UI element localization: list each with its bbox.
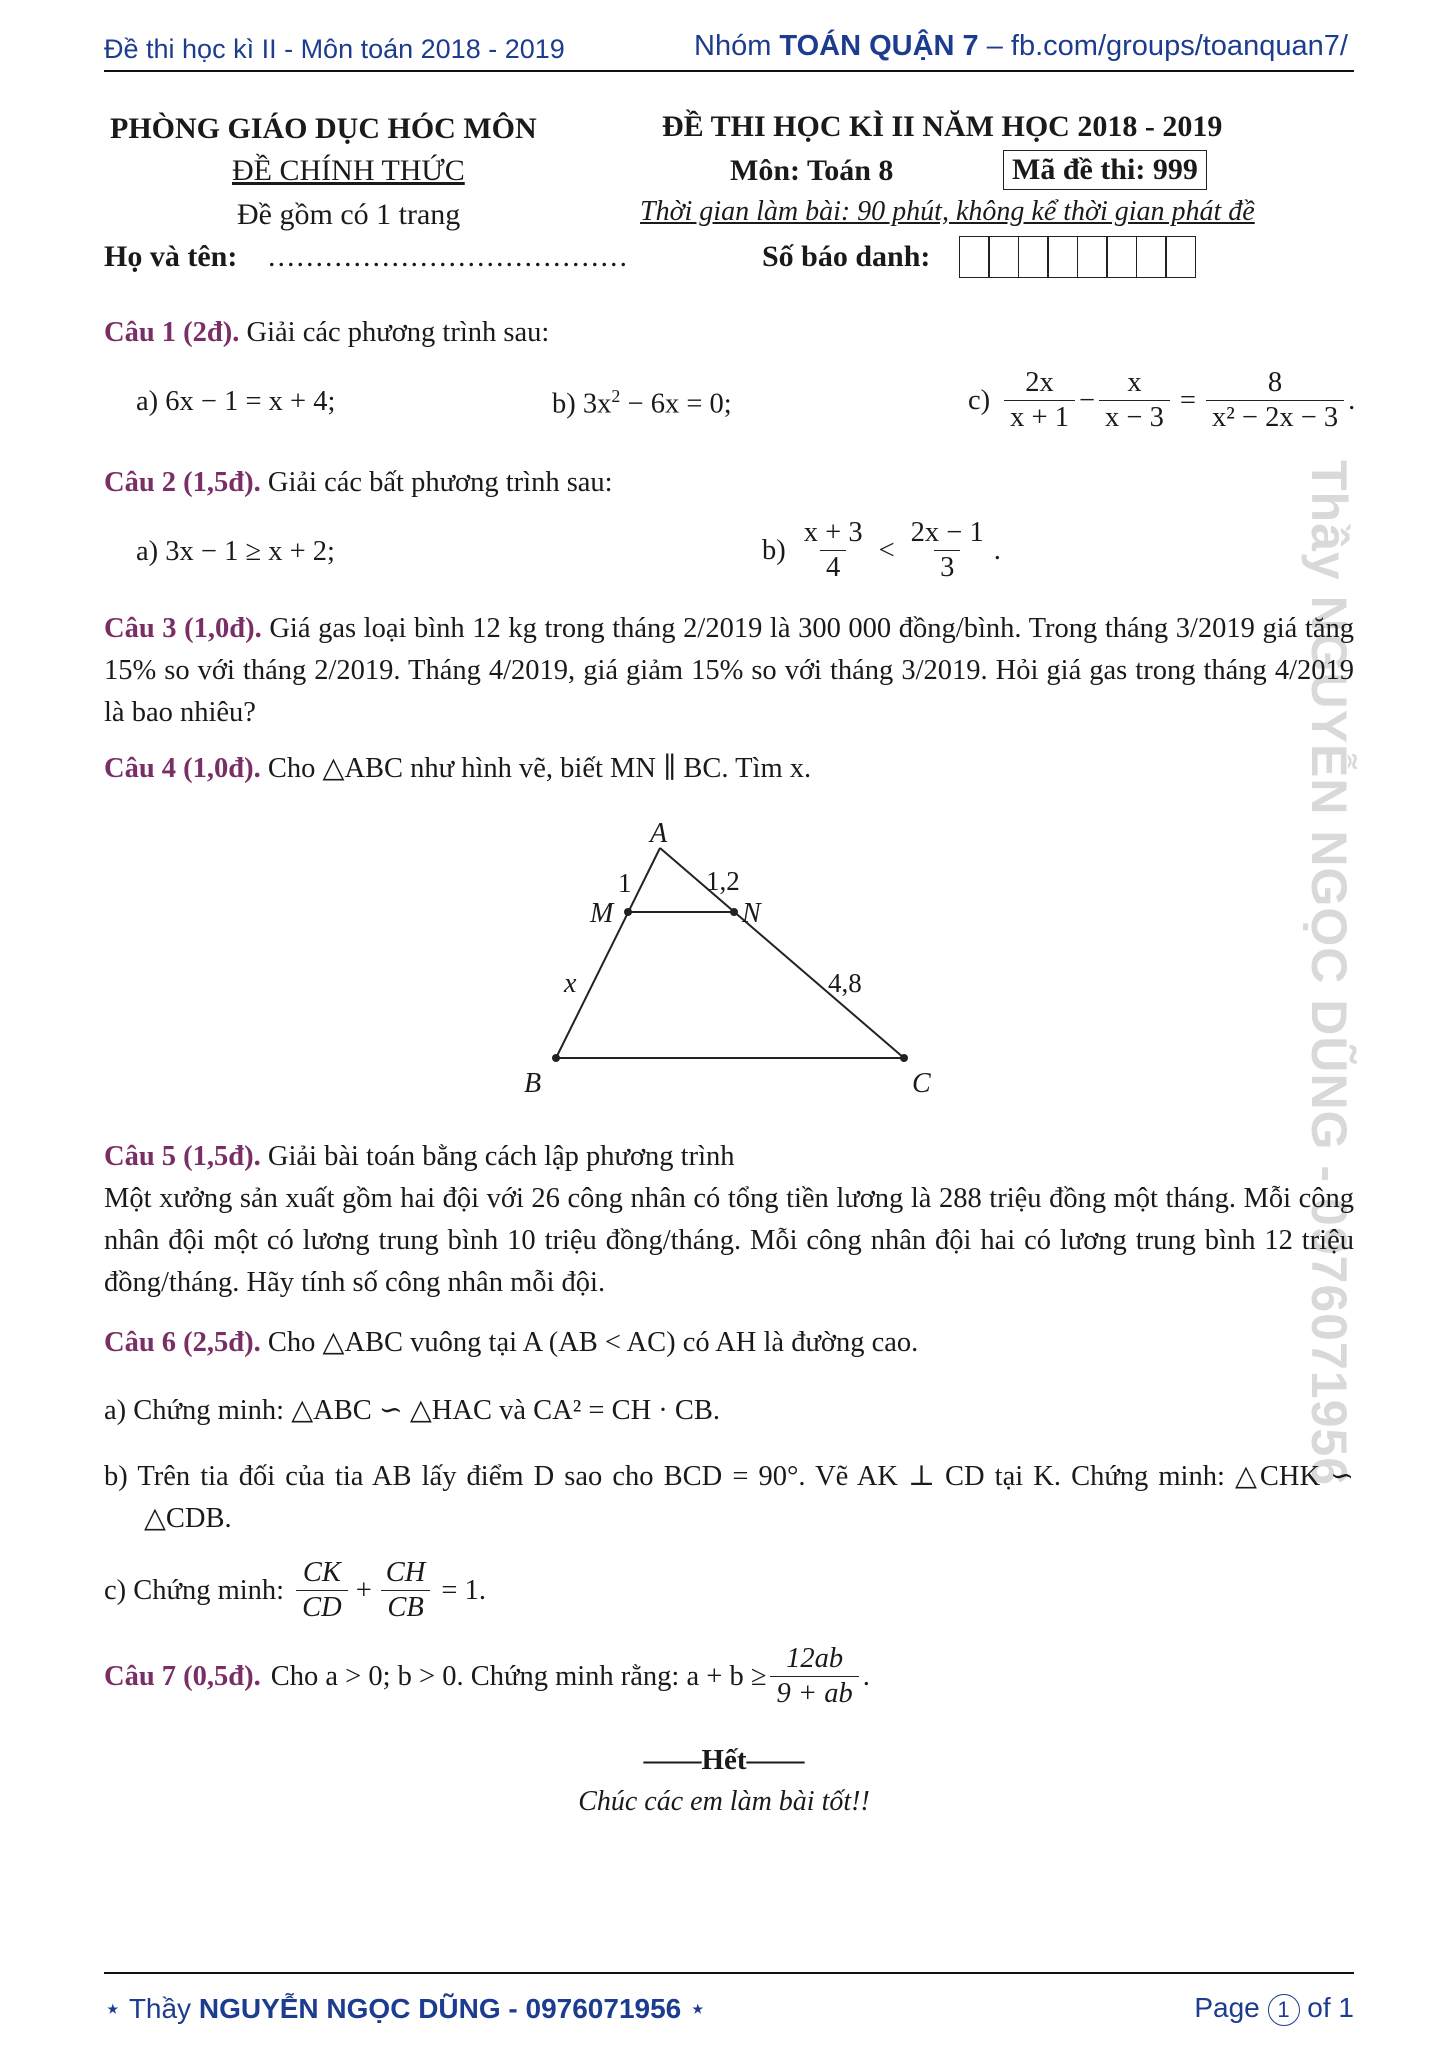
point-b xyxy=(552,1054,560,1062)
q1c-fraction-2: $\frac{x}{x - 3}$ xyxy=(1099,366,1170,435)
q2b-fraction-1: $\frac{x + 3}{4}$ xyxy=(803,517,863,583)
side-ac xyxy=(660,848,904,1058)
question-7: Câu 7 (0,5đ). Cho a > 0; b > 0. Chứng minh rằng: a + b ≥ $\frac{12ab}{9 + ab}$ . xyxy=(104,1643,870,1709)
exam-code: Mã đề thi: 999 xyxy=(1003,150,1207,190)
question-2-heading: Câu 2 (1,5đ). xyxy=(104,467,261,498)
question-5 xyxy=(104,1136,1354,1304)
page-header-left: Đề thi học kì II - Môn toán 2018 - 2019 xyxy=(104,34,565,64)
question-4-heading: Câu 4 (1,0đ). xyxy=(104,753,261,784)
end-marker: ——Hết—— xyxy=(643,1744,805,1776)
question-4-text: Cho △ABC như hình vẽ, biết MN ∥ BC. Tìm x. xyxy=(267,753,812,784)
label-am: 1 xyxy=(618,868,632,898)
q2-part-b: b) $\frac{x + 3}{4}$ < $\frac{2x - 1}{3}$ . xyxy=(762,517,1001,583)
exam-time: Thời gian làm bài: 90 phút, không kể thời gian phát đề xyxy=(640,196,1255,227)
point-c xyxy=(900,1054,908,1062)
group-link[interactable]: – fb.com/groups/toanquan7/ xyxy=(986,30,1348,62)
label-an: 1,2 xyxy=(706,866,740,896)
footer-teacher-name: NGUYỄN NGỌC DŨNG - 0976071956 xyxy=(198,1993,682,2024)
page-count: Đề gồm có 1 trang xyxy=(237,198,461,231)
q6-part-a: a) Chứng minh: △ABC ∽ △HAC và CA² = CH · CB. xyxy=(104,1395,721,1426)
point-m xyxy=(624,908,632,916)
question-1-text: Giải các phương trình sau: xyxy=(246,317,550,348)
question-6-heading: Câu 6 (2,5đ). xyxy=(104,1327,261,1358)
question-2-text: Giải các bất phương trình sau: xyxy=(267,467,613,498)
question-6 xyxy=(104,1322,1354,1364)
point-n xyxy=(730,908,738,916)
closing-wish: Chúc các em làm bài tốt!! xyxy=(578,1786,870,1817)
department-name: PHÒNG GIÁO DỤC HÓC MÔN xyxy=(110,112,537,145)
group-name: TOÁN QUẬN 7 xyxy=(779,30,979,62)
label-a: A xyxy=(650,818,668,849)
page-number-circle: 1 xyxy=(1268,1994,1300,2026)
question-3-heading: Câu 3 (1,0đ). xyxy=(104,613,262,644)
label-nc: 4,8 xyxy=(828,968,862,998)
question-1-heading: Câu 1 (2đ). xyxy=(104,317,240,348)
q7-fraction: $\frac{12ab}{9 + ab}$ xyxy=(770,1642,858,1711)
footer-rule xyxy=(104,1972,1354,1974)
q1c-fraction-1: $\frac{2x}{x + 1}$ xyxy=(1004,366,1075,435)
question-5-title: Giải bài toán bằng cách lập phương trình xyxy=(267,1141,735,1172)
q2b-fraction-2: $\frac{2x - 1}{3}$ xyxy=(910,517,984,583)
exam-subject: Môn: Toán 8 xyxy=(730,154,894,187)
q6c-fraction-2: $\frac{CH}{CB}$ xyxy=(380,1556,432,1625)
question-3-text: Giá gas loại bình 12 kg trong tháng 2/2019 là 300 000 đồng/bình. Trong tháng 3/2019 giá tăng 15% so với tháng 2/2019. Tháng 4/2019, giá giảm 15% so với tháng 3/2019. Hỏi giá gas trong tháng 4/2019 là bao nhiêu? xyxy=(104,613,1355,728)
name-dots: ...................................... xyxy=(268,240,629,273)
exam-title: ĐỀ THI HỌC KÌ II NĂM HỌC 2018 - 2019 xyxy=(662,110,1223,143)
q1-part-b: b) $3x^2 - 6x = 0$; xyxy=(552,386,732,420)
page-indicator: Page 1 of 1 xyxy=(1194,1992,1354,2026)
question-7-text: Cho a > 0; b > 0. Chứng minh rằng: a + b ≥ xyxy=(270,1660,767,1692)
group-prefix: Nhóm xyxy=(694,30,772,62)
sbd-label: Số báo danh: xyxy=(762,240,931,273)
q6c-fraction-1: $\frac{CK}{CD}$ xyxy=(296,1556,348,1625)
q1-part-c: c) $\frac{2x}{x + 1}$ − $\frac{x}{x - 3}$ = $\frac{8}{\text{x² − 2x − 3}}$ . xyxy=(968,367,1356,433)
q1c-fraction-3: $\frac{8}{\text{x² − 2x − 3}}$ xyxy=(1206,366,1344,435)
watermark: Thầy NGUYỄN NGỌC DŨNG - 0976071956 xyxy=(1301,460,1357,1487)
side-ab xyxy=(556,848,660,1058)
label-b: B xyxy=(524,1068,542,1099)
label-m: M xyxy=(590,898,614,929)
q2-part-a: a) 3x − 1 ≥ x + 2; xyxy=(136,536,335,567)
question-5-heading: Câu 5 (1,5đ). xyxy=(104,1141,261,1172)
label-c: C xyxy=(912,1068,931,1099)
question-7-heading: Câu 7 (0,5đ). xyxy=(104,1660,261,1692)
label-n: N xyxy=(742,898,761,929)
q6-part-c: c) Chứng minh: $\frac{CK}{CD}$ + $\frac{CH}{CB}$ = 1. xyxy=(104,1557,486,1623)
footer-left: ⋆ Thầy NGUYỄN NGỌC DŨNG - 0976071956 ⋆ xyxy=(104,1993,707,2024)
q1-part-a: a) 6x − 1 = x + 4; xyxy=(136,386,336,417)
label-x: x xyxy=(564,968,577,999)
question-6-text: Cho △ABC vuông tại A (AB < AC) có AH là đường cao. xyxy=(267,1327,919,1358)
name-label: Họ và tên: xyxy=(104,240,238,273)
q6-part-b: b) Trên tia đối của tia AB lấy điểm D sao cho BCD = 90°. Vẽ AK ⊥ CD tại K. Chứng minh: △CHK ∽ △CDB. xyxy=(104,1461,1354,1534)
question-5-text: Một xưởng sản xuất gồm hai đội với 26 công nhân có tổng tiền lương là 288 triệu đồng một tháng. Mỗi công nhân đội một có lương trung bình 10 triệu đồng/tháng. Mỗi công nhân đội hai có lương trung bình 12 triệu đồng/tháng. Hãy tính số công nhân mỗi đội. xyxy=(104,1183,1354,1298)
official-label: ĐỀ CHÍNH THỨC xyxy=(232,154,465,187)
